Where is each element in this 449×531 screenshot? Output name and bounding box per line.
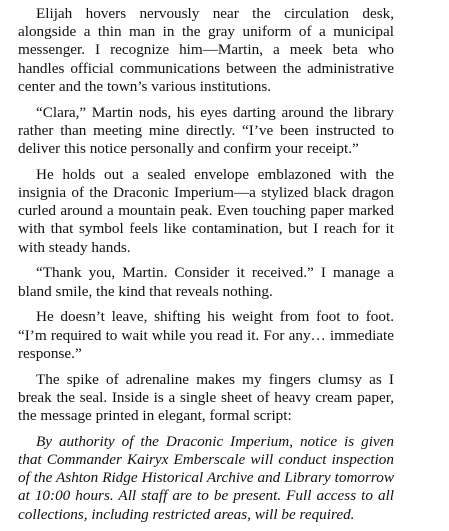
document-page — [18, 5, 394, 531]
paragraph-waits: He doesn’t leave, shifting his weight from foot to foot. “I’m required to wait while you read it. For any… immediate response.” — [18, 308, 394, 362]
paragraph-imperial-notice: By authority of the Draconic Imperium, notice is given that Commander Kairyx Emberscale will conduct inspection of the Ashton Ridge Historical Archive and Library tomorrow at 10:00 hours. All staff are to be present. Full access to all collections, including restricted areas, will be required. — [18, 432, 394, 523]
paragraph-break-seal: The spike of adrenaline makes my fingers clumsy as I break the seal. Inside is a single sheet of heavy cream paper, the message printed in elegant, formal script: — [18, 370, 394, 425]
paragraph-thank-you: “Thank you, Martin. Consider it received.” I manage a bland smile, the kind that reveals nothing. — [18, 264, 394, 300]
paragraph-elijah-hovers: Elijah hovers nervously near the circulation desk, alongside a thin man in the gray uniform of a municipal messenger. I recognize him—Martin, a meek beta who handles official communications between the administrative center and the town’s various institutions. — [18, 5, 394, 95]
paragraph-sealed-envelope: He holds out a sealed envelope emblazoned with the insignia of the Draconic Imperium—a stylized black dragon curled around a mountain peak. Even touching paper marked with that symbol feels like contamination, but I reach for it with steady hands. — [18, 165, 394, 256]
paragraph-martin-greets: “Clara,” Martin nods, his eyes darting around the library rather than meeting mine directly. “I’ve been instructed to deliver this notice personally and confirm your receipt.” — [18, 103, 394, 158]
